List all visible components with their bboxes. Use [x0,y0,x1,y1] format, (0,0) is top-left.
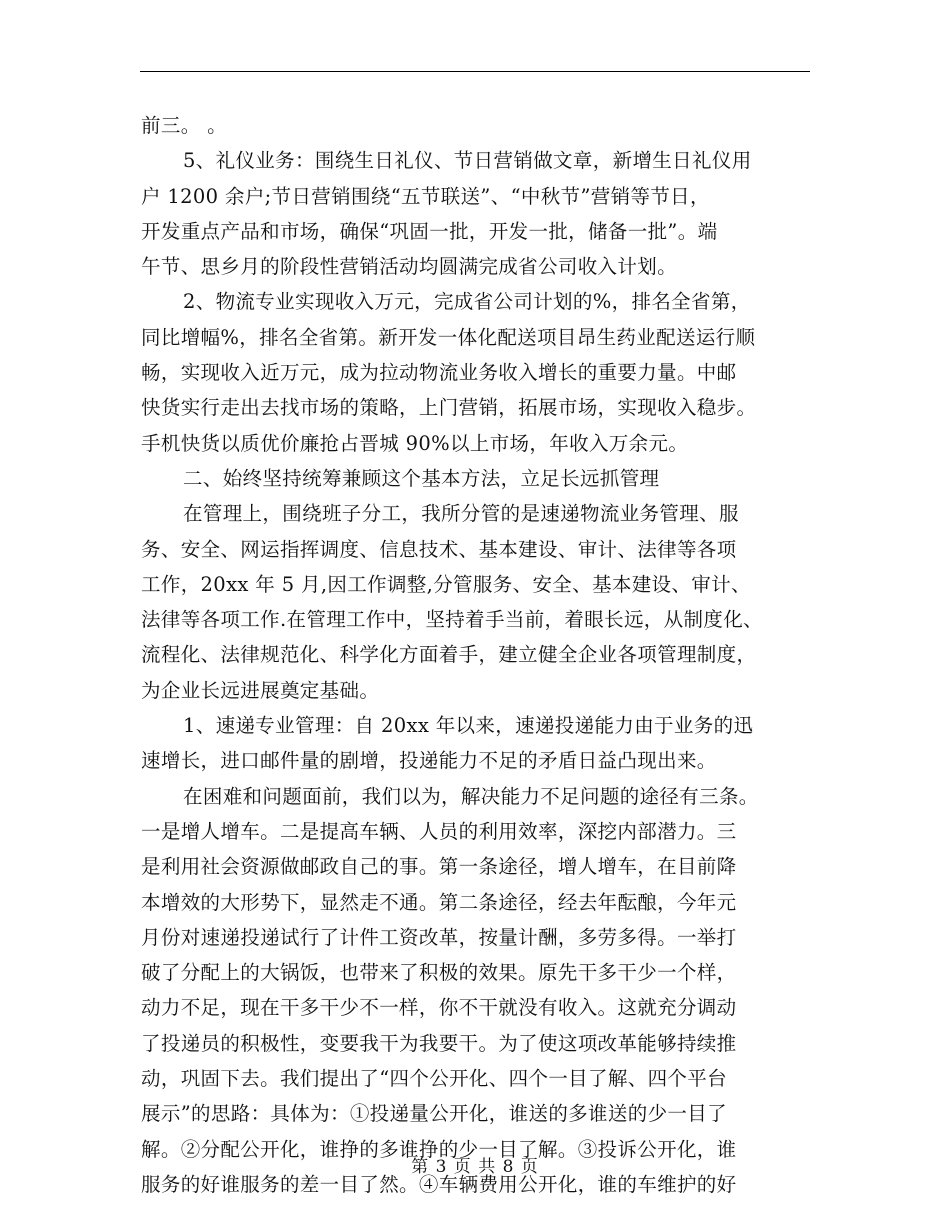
text-line: 前三。 。 [141,114,227,137]
text-line: 服务的好谁服务的差一目了然。④车辆费用公开化，谁的车维护的好 [141,1172,737,1196]
header-divider [140,71,810,72]
text-line: 在困难和问题面前，我们以为，解决能力不足问题的途径有三条。 [183,784,759,808]
text-line: 畅，实现收入近万元，成为拉动物流业务收入增长的重要力量。中邮 [141,361,737,385]
text-line: 动力不足，现在干多干少不一样，你不干就没有收入。这就充分调动 [141,996,737,1020]
text-line: 动，巩固下去。我们提出了“四个公开化、四个一目了解、四个平台 [141,1067,727,1091]
text-line: 户 1200 余户;节日营销围绕“五节联送”、“中秋节”营销等节日， [141,184,710,208]
text-line: 月份对速递投递试行了计件工资改革，按量计酬，多劳多得。一举打 [141,925,737,949]
text-line: 1、速递专业管理：自 20xx 年以来，速递投递能力由于业务的迅 [183,714,754,738]
text-line: 速增长，进口邮件量的剧增，投递能力不足的矛盾日益凸现出来。 [141,749,717,773]
text-line: 解。②分配公开化，谁挣的多谁挣的少一目了解。③投诉公开化，谁 [141,1137,737,1161]
text-line: 了投递员的积极性，变要我干为我要干。为了使这项改革能够持续推 [141,1031,737,1055]
text-line: 手机快货以质优价廉抢占晋城 90%以上市场，年收入万余元。 [141,431,689,455]
text-line: 是利用社会资源做邮政自己的事。第一条途径，增人增车，在目前降 [141,855,737,879]
text-line: 二、始终坚持统筹兼顾这个基本方法，立足长远抓管理 [183,466,660,490]
text-line: 一是增人增车。二是提高车辆、人员的利用效率，深挖内部潜力。三 [141,819,737,843]
text-line: 本增效的大形势下，显然走不通。第二条途径，经去年酝酿，今年元 [141,890,737,914]
text-line: 2、物流专业实现收入万元，完成省公司计划的%，排名全省第， [183,290,751,314]
text-line: 5、礼仪业务：围绕生日礼仪、节日营销做文章，新增生日礼仪用 [183,149,752,173]
text-line: 同比增幅%，排名全省第。新开发一体化配送项目昂生药业配送运行顺 [141,325,756,349]
text-line: 开发重点产品和市场，确保“巩固一批，开发一批，储备一批”。端 [141,219,718,243]
text-line: 破了分配上的大锅饭，也带来了积极的效果。原先干多干少一个样， [141,961,737,985]
text-line: 在管理上，围绕班子分工，我所分管的是速递物流业务管理、服 [183,502,739,526]
text-line: 务、安全、网运指挥调度、信息技术、基本建设、审计、法律等各项 [141,537,737,561]
page-number-footer: 第 3 页 共 8 页 [411,1157,539,1177]
text-line: 午节、思乡月的阶段性营销活动均圆满完成省公司收入计划。 [141,255,677,279]
text-line: 法律等各项工作.在管理工作中，坚持着手当前，着眼长远，从制度化、 [141,608,763,632]
text-line: 为企业长远进展奠定基础。 [141,678,380,702]
document-body [141,108,821,1202]
text-line: 流程化、法律规范化、科学化方面着手，建立健全企业各项管理制度， [141,643,757,667]
text-line: 工作，20xx 年 5 月,因工作调整,分管服务、安全、基本建设、审计、 [141,572,751,596]
text-line: 展示”的思路：具体为：①投递量公开化，谁送的多谁送的少一目了 [141,1102,727,1126]
text-line: 快货实行走出去找市场的策略，上门营销，拓展市场，实现收入稳步。 [141,396,757,420]
